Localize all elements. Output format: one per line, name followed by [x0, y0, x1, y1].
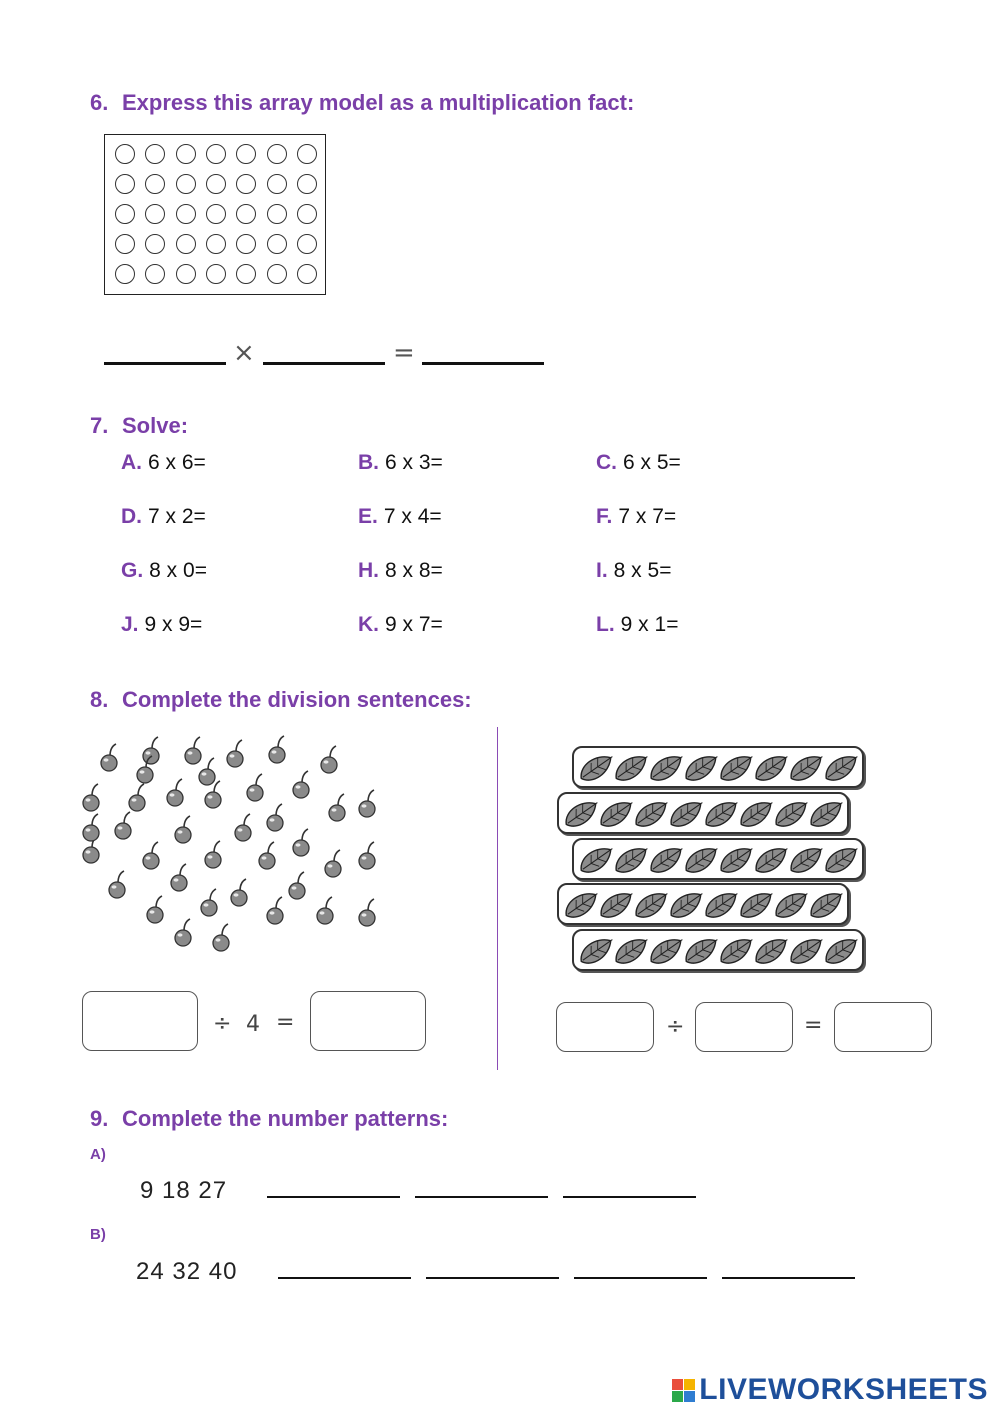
array-dot	[267, 264, 287, 284]
leaf-icon	[736, 795, 777, 832]
array-model	[104, 134, 326, 295]
cherry-icon	[210, 922, 234, 952]
array-dot	[115, 264, 135, 284]
pattern-a-blank-1[interactable]	[267, 1196, 400, 1198]
question-title: Express this array model as a multiplication fact:	[122, 90, 635, 115]
leaf-icon	[751, 932, 792, 969]
leaf-group	[559, 794, 847, 832]
pattern-b-numbers: 24 32 40	[136, 1258, 238, 1285]
array-dot	[236, 264, 256, 284]
leaf-row	[557, 883, 849, 925]
solve-item	[596, 505, 676, 529]
cherry-icon	[244, 772, 268, 802]
cherry-icon	[356, 897, 380, 927]
array-dot	[267, 204, 287, 224]
array-dot	[206, 144, 226, 164]
solve-item-expression: 7 x 7=	[618, 505, 677, 528]
solve-item-label: C.	[596, 451, 617, 474]
leaf-icon	[561, 886, 602, 923]
array-dot	[206, 174, 226, 194]
array-dot	[176, 204, 196, 224]
array-dot	[206, 204, 226, 224]
logo-tile	[684, 1391, 695, 1402]
array-dot	[297, 264, 317, 284]
array-dot	[176, 264, 196, 284]
leaf-group	[559, 885, 847, 923]
cherry-icon	[172, 814, 196, 844]
cherry-icon	[134, 754, 158, 784]
cherry-icon	[80, 782, 104, 812]
leaf-row	[572, 838, 864, 880]
cherry-icon	[144, 894, 168, 924]
cherry-icon	[264, 895, 288, 925]
question-6-heading	[90, 90, 634, 116]
array-dot	[145, 174, 165, 194]
leaf-icon	[701, 795, 742, 832]
cherry-icon	[98, 742, 122, 772]
leaf-group	[574, 748, 862, 786]
array-dot	[145, 144, 165, 164]
leaf-icon	[716, 841, 757, 878]
leaf-icon	[646, 749, 687, 786]
solve-item-label: D.	[121, 505, 142, 528]
leaf-icon	[576, 932, 617, 969]
array-dot	[176, 234, 196, 254]
divide-sign: ÷	[213, 1011, 232, 1036]
cherry-icon	[326, 792, 350, 822]
leaf-icon	[771, 886, 812, 923]
solve-item	[121, 505, 206, 529]
solve-item-label: B.	[358, 451, 379, 474]
array-dot	[236, 174, 256, 194]
cherry-icon	[314, 895, 338, 925]
leaf-icon	[611, 841, 652, 878]
cherry-icon	[266, 734, 290, 764]
leaf-icon	[611, 932, 652, 969]
array-dot	[267, 174, 287, 194]
leaf-row	[572, 929, 864, 971]
solve-item-expression: 9 x 9=	[144, 613, 203, 636]
leaf-icon	[631, 795, 672, 832]
cherry-icon	[198, 887, 222, 917]
logo-mark-icon	[672, 1379, 695, 1402]
solve-item	[121, 613, 202, 637]
array-dot	[236, 144, 256, 164]
solve-item-label: L.	[596, 613, 615, 636]
right-divisor-answer-box[interactable]	[695, 1002, 793, 1052]
pattern-b-blank-4[interactable]	[722, 1277, 855, 1279]
array-dot	[176, 144, 196, 164]
leaf-icon	[596, 795, 637, 832]
leaf-group	[574, 931, 862, 969]
cherry-icon	[196, 756, 220, 786]
leaf-icon	[681, 932, 722, 969]
solve-item-label: H.	[358, 559, 379, 582]
array-dot	[145, 234, 165, 254]
question-title: Complete the number patterns:	[122, 1106, 449, 1131]
leaf-row	[557, 792, 849, 834]
array-dot	[115, 174, 135, 194]
leaf-icon	[821, 932, 862, 969]
cherry-icon	[356, 840, 380, 870]
cherry-icon	[356, 788, 380, 818]
question-number: 6.	[90, 90, 109, 115]
leaf-row	[572, 746, 864, 788]
factor-2-blank[interactable]	[263, 362, 385, 365]
question-7-heading	[90, 413, 188, 439]
logo-tile	[672, 1391, 683, 1402]
pattern-a-blank-2[interactable]	[415, 1196, 548, 1198]
solve-item	[358, 451, 443, 475]
array-dot	[236, 204, 256, 224]
solve-item-label: A.	[121, 451, 142, 474]
leaf-icon	[681, 749, 722, 786]
solve-item-expression: 9 x 1=	[620, 613, 679, 636]
solve-item	[121, 559, 207, 583]
array-dot	[297, 234, 317, 254]
leaf-icon	[821, 841, 862, 878]
leaf-icon	[611, 749, 652, 786]
cherry-icon	[286, 870, 310, 900]
solve-item-expression: 7 x 2=	[148, 505, 206, 528]
liveworksheets-logo	[672, 1373, 988, 1407]
solve-item-label: K.	[358, 613, 379, 636]
cherry-icon	[322, 848, 346, 878]
pattern-b-blank-1[interactable]	[278, 1277, 411, 1279]
solve-item-expression: 7 x 4=	[383, 505, 442, 528]
solve-item-label: E.	[358, 505, 378, 528]
solve-item-expression: 8 x 8=	[385, 559, 443, 582]
cherry-icon	[224, 738, 248, 768]
question-number: 9.	[90, 1106, 109, 1131]
question-8-heading	[90, 687, 472, 713]
cherry-icon	[290, 769, 314, 799]
array-dot	[176, 174, 196, 194]
leaf-icon	[646, 932, 687, 969]
divisor-value: 4	[246, 1012, 260, 1037]
factor-1-blank[interactable]	[104, 362, 226, 365]
equals-sign: =	[804, 1013, 823, 1038]
array-dot	[145, 264, 165, 284]
cherry-icon	[318, 744, 342, 774]
leaf-icon	[821, 749, 862, 786]
pattern-a-numbers: 9 18 27	[140, 1177, 228, 1204]
cherry-icon	[168, 862, 192, 892]
solve-item-expression: 6 x 6=	[148, 451, 206, 474]
section-divider	[497, 727, 498, 1070]
array-dot	[115, 204, 135, 224]
logo-tile	[684, 1379, 695, 1390]
solve-item-expression: 9 x 7=	[385, 613, 443, 636]
leaf-icon	[666, 795, 707, 832]
array-dot	[297, 144, 317, 164]
times-sign: ×	[233, 338, 255, 368]
solve-item	[596, 559, 671, 583]
leaf-icon	[596, 886, 637, 923]
array-dot	[267, 234, 287, 254]
leaf-icon	[561, 795, 602, 832]
leaf-icon	[771, 795, 812, 832]
solve-item	[358, 505, 442, 529]
solve-item-label: F.	[596, 505, 613, 528]
logo-tile	[672, 1379, 683, 1390]
solve-item	[596, 451, 681, 475]
cherry-icon	[228, 877, 252, 907]
leaf-icon	[646, 841, 687, 878]
leaf-icon	[631, 886, 672, 923]
solve-item-label: G.	[121, 559, 144, 582]
equals-sign: =	[276, 1010, 295, 1035]
leaf-icon	[751, 749, 792, 786]
solve-item-label: I.	[596, 559, 608, 582]
cherry-icon	[126, 782, 150, 812]
cherry-icon	[232, 812, 256, 842]
array-dot	[206, 234, 226, 254]
pattern-b-blank-3[interactable]	[574, 1277, 707, 1279]
leaf-icon	[751, 841, 792, 878]
array-dot	[115, 144, 135, 164]
right-quotient-answer-box[interactable]	[834, 1002, 932, 1052]
cherry-icon	[264, 802, 288, 832]
question-title: Complete the division sentences:	[122, 687, 472, 712]
array-dot	[236, 234, 256, 254]
quotient-answer-box[interactable]	[310, 991, 426, 1051]
cherry-icon	[202, 839, 226, 869]
cherry-icon	[256, 840, 280, 870]
array-dot	[115, 234, 135, 254]
question-number: 7.	[90, 413, 109, 438]
solve-item	[358, 559, 443, 583]
leaf-icon	[806, 795, 847, 832]
leaf-icon	[716, 932, 757, 969]
solve-item-label: J.	[121, 613, 139, 636]
array-dot	[145, 204, 165, 224]
product-blank[interactable]	[422, 362, 544, 365]
solve-item-expression: 6 x 5=	[623, 451, 681, 474]
array-dot	[297, 174, 317, 194]
cherry-icon	[112, 810, 136, 840]
solve-item	[121, 451, 206, 475]
leaf-icon	[701, 886, 742, 923]
leaf-icon	[786, 841, 827, 878]
leaf-icon	[786, 932, 827, 969]
solve-item-expression: 8 x 5=	[613, 559, 672, 582]
cherry-icon	[80, 812, 104, 842]
leaf-icon	[806, 886, 847, 923]
cherry-icon	[106, 869, 130, 899]
logo-text: LIVEWORKSHEETS	[699, 1373, 988, 1406]
question-9-heading	[90, 1106, 448, 1132]
leaf-icon	[786, 749, 827, 786]
leaf-icon	[681, 841, 722, 878]
pattern-a-blank-3[interactable]	[563, 1196, 696, 1198]
divide-sign: ÷	[666, 1014, 685, 1039]
question-title: Solve:	[122, 413, 189, 438]
leaf-group	[574, 840, 862, 878]
array-dot	[206, 264, 226, 284]
leaf-icon	[736, 886, 777, 923]
solve-item	[596, 613, 678, 637]
solve-item-expression: 8 x 0=	[149, 559, 207, 582]
question-number: 8.	[90, 687, 109, 712]
pattern-a-label: A)	[90, 1146, 106, 1163]
pattern-b-label: B)	[90, 1226, 106, 1243]
leaf-icon	[666, 886, 707, 923]
solve-item	[358, 613, 443, 637]
pattern-b-blank-2[interactable]	[426, 1277, 559, 1279]
equals-sign: =	[393, 338, 415, 368]
array-dot	[297, 204, 317, 224]
cherry-icon	[172, 917, 196, 947]
leaf-icon	[576, 749, 617, 786]
cherry-icon	[140, 840, 164, 870]
cherry-icon	[164, 777, 188, 807]
solve-item-expression: 6 x 3=	[385, 451, 443, 474]
cherry-icon	[290, 827, 314, 857]
leaf-icon	[576, 841, 617, 878]
leaf-icon	[716, 749, 757, 786]
dividend-answer-box[interactable]	[82, 991, 198, 1051]
right-dividend-answer-box[interactable]	[556, 1002, 654, 1052]
array-dot	[267, 144, 287, 164]
